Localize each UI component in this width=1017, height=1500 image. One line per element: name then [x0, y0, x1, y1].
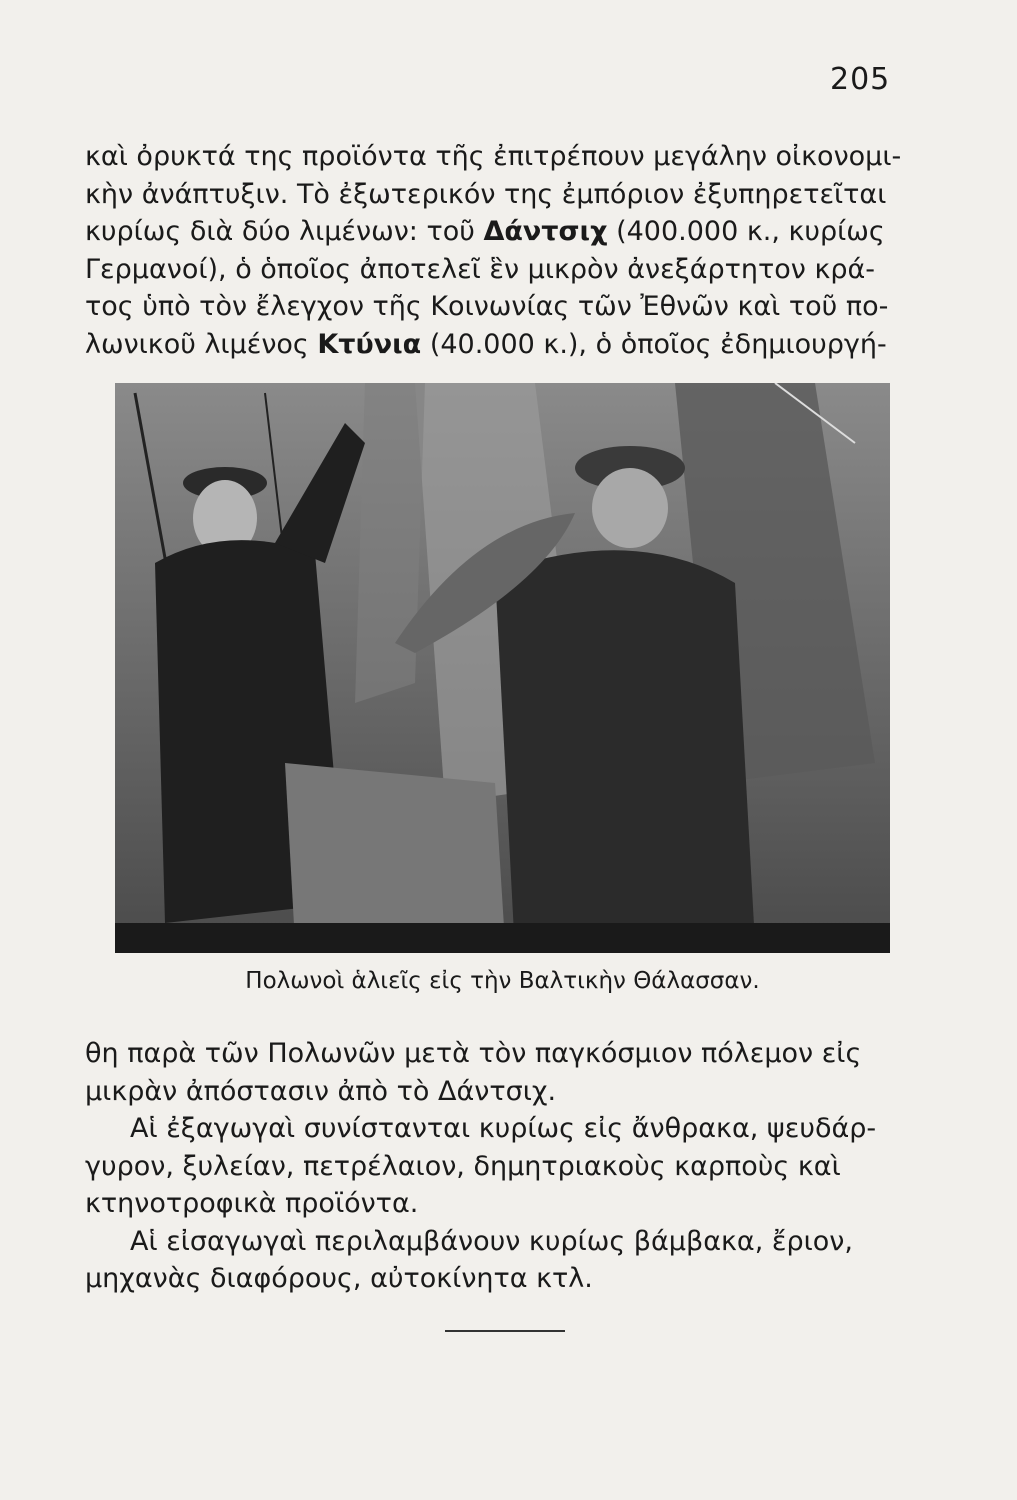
- top-paragraph: [85, 138, 935, 363]
- text-line: γυρον, ξυλείαν, πετρέλαιον, δημητριακοὺς καρποὺς καὶ: [85, 1150, 841, 1182]
- fishermen-photo: [115, 383, 890, 953]
- text-line: Γερμανοί), ὁ ὁποῖος ἀποτελεῖ ἓν μικρὸν ἀνεξάρτητον κρά-: [85, 253, 876, 285]
- text-line: μικρὰν ἀπόστασιν ἀπὸ τὸ Δάντσιχ.: [85, 1075, 557, 1107]
- text-line: τος ὑπὸ τὸν ἔλεγχον τῆς Κοινωνίας τῶν Ἐθνῶν καὶ τοῦ πο-: [85, 291, 889, 322]
- page-number: 205: [830, 62, 891, 97]
- text-line: κὴν ἀνάπτυξιν. Τὸ ἐξωτερικόν της ἐμπόριον ἐξυπηρετεῖται: [85, 178, 887, 210]
- text-line: καὶ ὀρυκτά της προϊόντα τῆς ἐπιτρέπουν μεγάλην οἰκονομι-: [85, 141, 902, 172]
- text-segment: (40.000 κ.), ὁ ὁποῖος ἐδημιουργή-: [421, 328, 887, 360]
- figure-caption: Πολωνοὶ ἁλιεῖς εἰς τὴν Βαλτικὴν Θάλασσαν.: [245, 968, 760, 994]
- section-divider: [445, 1330, 565, 1332]
- photo-illustration: [115, 383, 890, 953]
- text-line: θη παρὰ τῶν Πολωνῶν μετὰ τὸν παγκόσμιον πόλεμον εἰς: [85, 1038, 862, 1069]
- text-segment: (400.000 κ., κυρίως: [607, 216, 885, 247]
- text-line: μηχανὰς διαφόρους, αὐτοκίνητα κτλ.: [85, 1263, 593, 1294]
- text-line: κτηνοτροφικὰ προϊόντα.: [85, 1188, 419, 1219]
- text-line: [85, 326, 935, 364]
- place-name-gdynia: Κτύνια: [317, 328, 422, 360]
- text-segment: κυρίως διὰ δύο λιμένων: τοῦ: [85, 216, 484, 247]
- text-line: Αἱ ἐξαγωγαὶ συνίστανται κυρίως εἰς ἄνθρακα, ψευδάρ-: [130, 1113, 877, 1144]
- bottom-paragraphs: [85, 1035, 935, 1298]
- text-line: [85, 213, 935, 251]
- text-line: Αἱ εἰσαγωγαὶ περιλαμβάνουν κυρίως βάμβακα, ἔριον,: [130, 1225, 853, 1257]
- place-name-danzig: Δάντσιχ: [483, 216, 608, 247]
- text-segment: λωνικοῦ λιμένος: [85, 328, 318, 360]
